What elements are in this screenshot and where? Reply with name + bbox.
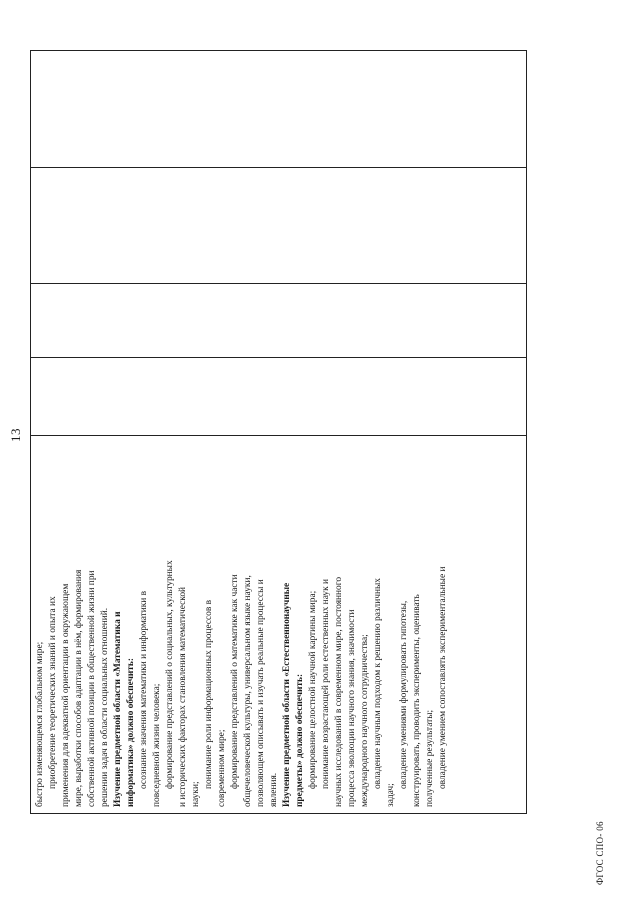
text-line: Изучение предметной области «Математика и xyxy=(113,611,123,807)
text-line: приобретение теоретических знаний и опыта их xyxy=(48,596,58,789)
text-line: овладение научным подходом к решению различных xyxy=(373,578,383,789)
text-line: формирование целостной научной картины мира; xyxy=(308,590,318,789)
text-line: полученные результаты; xyxy=(425,709,435,807)
text-line: мире, выработки способов адаптации в нём, формирования xyxy=(74,569,84,807)
text-line: осознание значения математики и информатики в xyxy=(139,590,149,789)
text-line: решении задач в области социальных отношений. xyxy=(100,607,110,807)
text-line: позволяющем описывать и изучать реальные процессы и xyxy=(256,579,266,807)
table-cell-empty xyxy=(31,284,527,358)
text-line: явления. xyxy=(269,772,279,807)
text-line: задач; xyxy=(386,783,396,807)
text-line: науки; xyxy=(191,781,201,807)
text-line: международного научного сотрудничества; xyxy=(360,634,370,807)
text-line: понимание роли информационных процессов в xyxy=(204,599,214,789)
text-line: формирование представлений о социальных, культурных xyxy=(165,560,175,789)
text-line: и исторических факторах становления математической xyxy=(178,586,188,807)
cell-text-block xyxy=(31,436,522,813)
table-cell-content xyxy=(31,436,527,814)
text-line: Изучение предметной области «Естественнонаучные xyxy=(282,582,292,807)
text-line: применения для адекватной ориентации в окружающем xyxy=(61,583,71,807)
text-line: общечеловеческой культуры, универсальном языке науки, xyxy=(243,575,253,807)
text-line: предметы» должно обеспечить: xyxy=(295,673,305,807)
text-line: процесса эволюции научного знания, значимости xyxy=(347,609,357,807)
text-line: формирование представлений о математике как части xyxy=(230,574,240,789)
text-line: конструировать, проводить эксперименты, оценивать xyxy=(412,594,422,807)
text-line: повседневной жизни человека; xyxy=(152,683,162,807)
requirements-table xyxy=(30,50,527,814)
table-cell-empty xyxy=(31,168,527,284)
table-row xyxy=(31,51,527,814)
footer-code: ФГОС СПО- 06 xyxy=(595,821,605,885)
text-line: быстро изменяющемся глобальном мире; xyxy=(35,641,45,807)
text-line: информатика» должно обеспечить: xyxy=(126,658,136,807)
text-line: понимание возрастающей роли естественных наук и xyxy=(321,579,331,789)
text-line: овладение умением сопоставлять экспериментальные и xyxy=(438,566,448,789)
text-line: современном мире; xyxy=(217,729,227,807)
table-cell-empty xyxy=(31,51,527,168)
page-number: 13 xyxy=(8,428,23,442)
text-line: собственной активной позиции в общественной жизни при xyxy=(87,570,97,807)
text-line: научных исследований в современном мире, постоянного xyxy=(334,576,344,807)
text-line: овладение умениями формулировать гипотезы, xyxy=(399,600,409,789)
table-cell-empty xyxy=(31,358,527,436)
